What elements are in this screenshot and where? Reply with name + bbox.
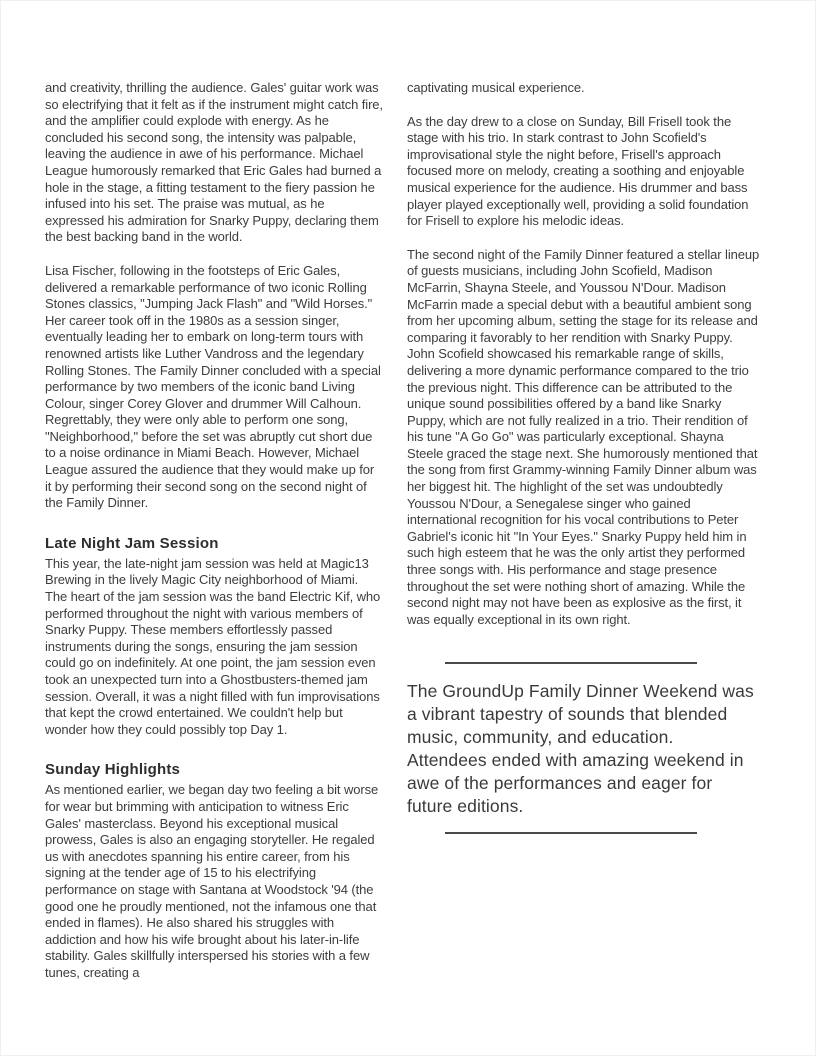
quote-divider-bottom <box>445 832 697 834</box>
section-heading-sunday-highlights: Sunday Highlights <box>45 761 181 779</box>
paragraph: This year, the late-night jam session was held at Magic13 Brewing in the lively Magic City neighborhood of Miami. The heart of the jam session was the band Electric Kif, who performed throughout the night with various members of Snarky Puppy. These members effortlessly passed instruments during the songs, ensuring the jam session could go on indefinitely. At one point, the jam session even took an unexpected turn into a Ghostbusters-themed jam session. Overall, it was a night filled with fun improvisations that kept the crowd entertained. We couldn't help but wonder how they could possibly top Day 1. <box>45 555 381 737</box>
section-heading-late-night-jam: Late Night Jam Session <box>45 534 219 552</box>
paragraph: and creativity, thrilling the audience. Gales' guitar work was so electrifying that it felt as if the instrument might catch fire, and the amplifier could explode with energy. As he concluded his second song, the intensity was palpable, leaving the audience in awe of his performance. Michael League humorously remarked that Eric Gales had burned a hole in the stage, a fitting testament to the fiery passion he infused into his set. The praise was mutual, as he expressed his admiration for Snarky Puppy, declaring them the best backing band in the world. <box>45 80 383 245</box>
right-column <box>407 80 763 999</box>
paragraph: As mentioned earlier, we began day two feeling a bit worse for wear but brimming with anticipation to witness Eric Gales' masterclass. Beyond his exceptional musical prowess, Gales is also an engaging storyteller. He regaled us with anecdotes spanning his entire career, from his signing at the tender age of 15 to his electrifying performance on stage with Santana at Woodstock '94 (the good one he proudly mentioned, not the infamous one that ended in flames). He also shared his struggles with addiction and how his wife brought about his later-in-life stability. Gales skillfully interspersed his stories with a few tunes, creating a <box>45 782 379 980</box>
left-column <box>45 80 383 999</box>
paragraph: Lisa Fischer, following in the footsteps of Eric Gales, delivered a remarkable performance of two iconic Rolling Stones classics, "Jumping Jack Flash" and "Wild Horses." Her career took off in the 1980s as a session singer, eventually leading her to embark on long-term tours with renowned artists like Luther Vandross and the legendary Rolling Stones. The Family Dinner concluded with a special performance by two members of the iconic band Living Colour, singer Corey Glover and drummer Will Calhoun. Regrettably, they were only able to perform one song, "Neighborhood," before the set was abruptly cut short due to a noise ordinance in Miami Beach. However, Michael League assured the audience that they would make up for it by performing their second song on the second night of the Family Dinner. <box>45 262 381 511</box>
pull-quote-text: The GroundUp Family Dinner Weekend was a vibrant tapestry of sounds that blended music, community, and education. Attendees ended with amazing weekend in awe of the performances and eager for future editions. <box>407 681 754 817</box>
paragraph: As the day drew to a close on Sunday, Bill Frisell took the stage with his trio. In stark contrast to John Scofield's improvisational style the night before, Frisell's approach focused more on melody, creating a soothing and enjoyable musical experience for the audience. His drummer and bass player played exceptionally well, providing a solid foundation for Frisell to explore his melodic ideas. <box>407 113 749 229</box>
pull-quote-block <box>407 662 763 834</box>
paragraph: captivating musical experience. <box>407 80 585 95</box>
quote-divider-top <box>445 662 697 664</box>
paragraph: The second night of the Family Dinner featured a stellar lineup of guests musicians, including John Scofield, Madison McFarrin, Shayna Steele, and Youssou N'Dour. Madison McFarrin made a special debut with a beautiful ambient song from her upcoming album, setting the stage for its release and comparing it favorably to her rendition with Snarky Puppy. John Scofield showcased his remarkable range of skills, delivering a more dynamic performance compared to the trio the previous night. This difference can be attributed to the unique sound possibilities offered by a band like Snarky Puppy, which are not fully realized in a trio. Their rendition of his tune "A Go Go" was particularly exceptional. Shayna Steele graced the stage next. She humorously mentioned that the song from first Grammy-winning Family Dinner album was her biggest hit. The highlight of the set was undoubtedly Youssou N'Dour, a Senegalese singer who gained international recognition for his vocal contributions to Peter Gabriel's iconic hit "In Your Eyes." Snarky Puppy held him in such high esteem that he was the only artist they performed three songs with. His performance and stage presence throughout the set were nothing short of amazing. While the second night may not have been as explosive as the first, it was equally exceptional in its own right. <box>407 246 760 627</box>
